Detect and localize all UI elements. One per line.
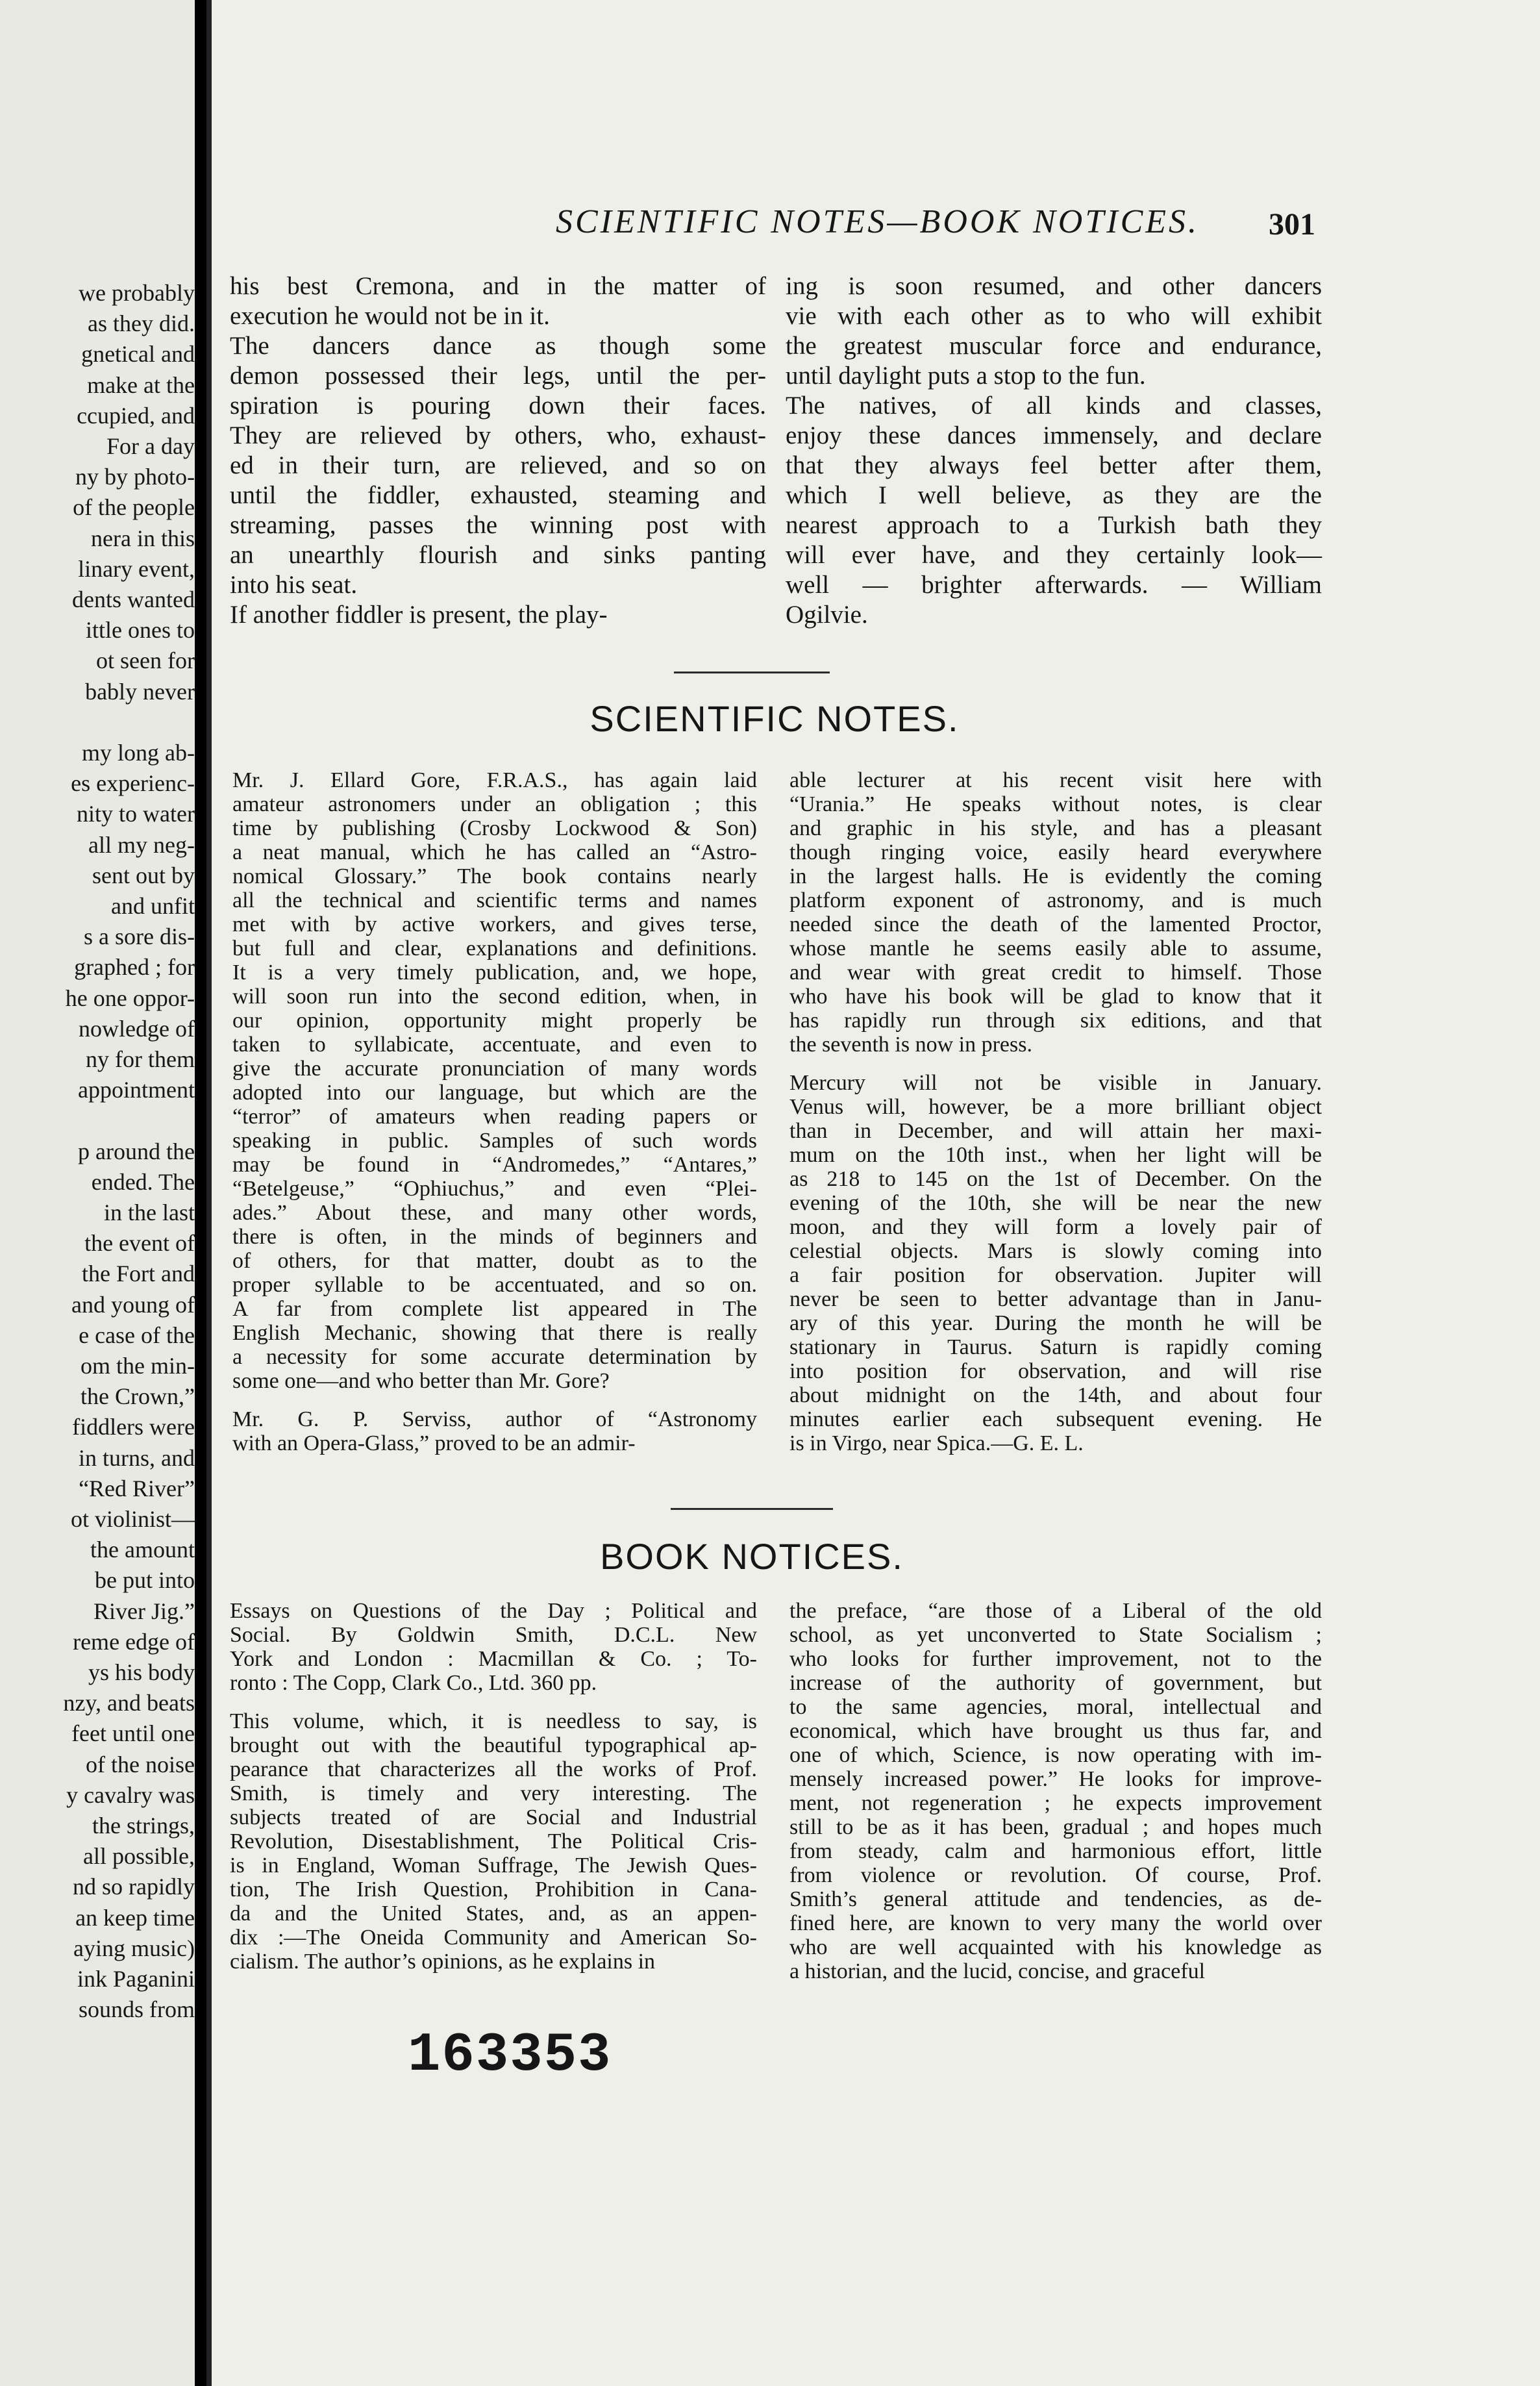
text-line: fined here, are known to very many the world over xyxy=(789,1911,1322,1935)
text-line: time by publishing (Crosby Lockwood & Son) xyxy=(232,816,757,840)
text-line: They are relieved by others, who, exhaust- xyxy=(230,421,766,449)
facing-page-line: in the last xyxy=(104,1199,195,1225)
facing-page-line: nowledge of xyxy=(79,1015,195,1042)
text-line: the greatest muscular force and endurance, xyxy=(786,332,1322,360)
facing-page-line: nzy, and beats xyxy=(63,1690,195,1716)
text-line: economical, which have brought us thus far, and xyxy=(789,1719,1322,1743)
text-line: about midnight on the 14th, and about four xyxy=(789,1383,1322,1407)
facing-page-line: of the people xyxy=(73,494,195,521)
text-line: Smith’s general attitude and tendencies, as de- xyxy=(789,1887,1322,1911)
text-line: increase of the authority of government, but xyxy=(789,1671,1322,1695)
text-line: nomical Glossary.” The book contains nearly xyxy=(232,864,757,888)
facing-page-line: appointment xyxy=(78,1077,195,1103)
facing-page-line: ny by photo- xyxy=(75,464,195,490)
text-line: school, as yet unconverted to State Socialism ; xyxy=(789,1623,1322,1647)
text-line: than in December, and will attain her maxi- xyxy=(789,1119,1322,1143)
text-line: ment, not regeneration ; he expects improvement xyxy=(789,1791,1322,1815)
facing-page-line: River Jig.” xyxy=(93,1598,195,1624)
facing-page-edge xyxy=(0,0,195,2386)
facing-page-line: e case of the xyxy=(79,1322,195,1348)
scientific-notes-title: SCIENTIFIC NOTES. xyxy=(590,698,960,739)
facing-page-line: s a sore dis- xyxy=(84,923,195,950)
text-line: one of which, Science, is now operating with im- xyxy=(789,1743,1322,1767)
facing-page-line: dents wanted xyxy=(72,586,195,612)
text-line: into position for observation, and will rise xyxy=(789,1359,1322,1383)
text-line: still to be as it has been, gradual ; and hopes much xyxy=(789,1815,1322,1839)
facing-page-line: as they did. xyxy=(88,310,195,337)
text-line: with an Opera-Glass,” proved to be an admir- xyxy=(232,1431,636,1455)
scientific-notes-right-column xyxy=(789,768,1322,1455)
facing-page-line: es experienc- xyxy=(71,770,195,797)
facing-page-line: in turns, and xyxy=(79,1444,195,1471)
book-notices-right-column xyxy=(789,1599,1322,1983)
accession-stamp: 163353 xyxy=(408,2025,612,2087)
text-line xyxy=(230,1695,757,1709)
facing-page-line: make at the xyxy=(87,371,195,398)
text-line: moon, and they will form a lovely pair of xyxy=(789,1215,1322,1239)
text-line: the preface, “are those of a Liberal of the old xyxy=(789,1599,1322,1623)
facing-page-line: he one oppor- xyxy=(65,985,195,1011)
text-line: da and the United States, and, as an appen- xyxy=(230,1902,757,1926)
text-line: “Urania.” He speaks without notes, is clear xyxy=(789,792,1322,816)
facing-page-line: we probably xyxy=(79,280,195,306)
facing-page-line: the event of xyxy=(84,1230,195,1257)
text-line: If another fiddler is present, the play- xyxy=(230,601,608,629)
text-line: mensely increased power.” He looks for improve- xyxy=(789,1767,1322,1791)
text-line: nearest approach to a Turkish bath they xyxy=(786,511,1322,539)
text-line: though ringing voice, easily heard everywhere xyxy=(789,840,1322,864)
text-line: some one—and who better than Mr. Gore? xyxy=(232,1369,610,1393)
facing-page-line: graphed ; for xyxy=(74,954,195,981)
text-line: that they always feel better after them, xyxy=(786,451,1322,479)
text-line: an unearthly flourish and sinks panting xyxy=(230,541,766,569)
text-line: celestial objects. Mars is slowly coming into xyxy=(789,1239,1322,1263)
text-line: to the same agencies, moral, intellectual and xyxy=(789,1695,1322,1719)
text-line: proper syllable to be accentuated, and so on. xyxy=(232,1273,757,1297)
text-line: Mr. J. Ellard Gore, F.R.A.S., has again laid xyxy=(232,768,757,792)
text-line: until the fiddler, exhausted, steaming and xyxy=(230,481,766,509)
facing-page-line: y cavalry was xyxy=(66,1781,195,1808)
facing-page-line: the amount xyxy=(90,1537,195,1563)
text-line: A far from complete list appeared in The xyxy=(232,1297,757,1321)
facing-page-line: fiddlers were xyxy=(72,1414,195,1440)
text-line: pearance that characterizes all the works of Prof. xyxy=(230,1757,757,1781)
text-line: Smith, is timely and very interesting. The xyxy=(230,1781,757,1805)
text-line: cialism. The author’s opinions, as he explains in xyxy=(230,1950,656,1974)
text-line: his best Cremona, and in the matter of xyxy=(230,272,766,300)
facing-page-line: nd so rapidly xyxy=(73,1874,195,1900)
text-line: Ogilvie. xyxy=(786,601,868,629)
text-line: “Betelgeuse,” “Ophiuchus,” and even “Plei- xyxy=(232,1177,757,1201)
text-line: Mr. G. P. Serviss, author of “Astronomy xyxy=(232,1407,757,1431)
text-line: a historian, and the lucid, concise, and graceful xyxy=(789,1959,1206,1983)
text-line: a neat manual, which he has called an “Astro- xyxy=(232,840,757,864)
text-line: Mercury will not be visible in January. xyxy=(789,1071,1322,1095)
facing-page-line: For a day xyxy=(106,433,195,459)
scientific-notes-left-column xyxy=(232,768,757,1455)
text-line: from steady, calm and harmonious effort, little xyxy=(789,1839,1322,1863)
facing-page-line: and young of xyxy=(71,1291,195,1318)
facing-page-line: sounds from xyxy=(79,1996,195,2023)
facing-page-line: nera in this xyxy=(91,525,195,551)
text-line: dix :—The Oneida Community and American So- xyxy=(230,1926,757,1950)
facing-page-line: all my neg- xyxy=(88,831,195,858)
text-line: evening of the 10th, she will be near the new xyxy=(789,1191,1322,1215)
text-line: This volume, which, it is needless to say, is xyxy=(230,1709,757,1733)
text-line: execution he would not be in it. xyxy=(230,302,550,330)
text-line: needed since the death of the lamented Proctor, xyxy=(789,912,1322,936)
text-line: demon possessed their legs, until the per- xyxy=(230,362,766,390)
text-line: has rapidly run through six editions, and that xyxy=(789,1009,1322,1033)
text-line xyxy=(232,1393,757,1407)
text-line: never be seen to better advantage than in Janu- xyxy=(789,1287,1322,1311)
facing-page-line: ot violinist— xyxy=(70,1506,195,1532)
running-header: SCIENTIFIC NOTES—BOOK NOTICES. xyxy=(555,203,1200,240)
text-line: The natives, of all kinds and classes, xyxy=(786,392,1322,420)
text-line: vie with each other as to who will exhibit xyxy=(786,302,1322,330)
section-divider xyxy=(674,672,830,673)
text-line: It is a very timely publication, and, we hope, xyxy=(232,961,757,985)
text-line: a fair position for observation. Jupiter will xyxy=(789,1263,1322,1287)
facing-page-line: ink Paganini xyxy=(77,1966,195,1992)
text-line: able lecturer at his recent visit here with xyxy=(789,768,1322,792)
text-line: and wear with great credit to himself. Those xyxy=(789,961,1322,985)
text-line: from violence or revolution. Of course, Prof. xyxy=(789,1863,1322,1887)
facing-page-line: reme edge of xyxy=(73,1628,195,1655)
text-line: ed in their turn, are relieved, and so on xyxy=(230,451,766,479)
text-line: will soon run into the second edition, when, in xyxy=(232,985,757,1009)
facing-page-line: ys his body xyxy=(88,1659,195,1685)
text-line: of others, for that matter, doubt as to the xyxy=(232,1249,757,1273)
text-line: as 218 to 145 on the 1st of December. On the xyxy=(789,1167,1322,1191)
facing-page-line: linary event, xyxy=(78,555,195,582)
text-line: all the technical and scientific terms and names xyxy=(232,888,757,912)
facing-page-line: the Crown,” xyxy=(81,1383,195,1410)
facing-page-line: aying music) xyxy=(73,1935,195,1961)
article-continuation-right xyxy=(786,271,1322,630)
text-line: there is often, in the minds of beginners and xyxy=(232,1225,757,1249)
text-line: Revolution, Disestablishment, The Political Cris- xyxy=(230,1829,757,1853)
facing-page-line: p around the xyxy=(78,1138,195,1164)
text-line: speaking in public. Samples of such words xyxy=(232,1129,757,1153)
text-line: the seventh is now in press. xyxy=(789,1033,1032,1057)
facing-page-line: “Red River” xyxy=(79,1475,195,1501)
text-line: met with by active workers, and gives terse, xyxy=(232,912,757,936)
facing-page-line: sent out by xyxy=(92,862,195,888)
text-line: subjects treated of are Social and Industrial xyxy=(230,1805,757,1829)
text-line: is in England, Woman Suffrage, The Jewish Ques- xyxy=(230,1853,757,1877)
facing-page-line: an keep time xyxy=(75,1904,195,1931)
facing-page-line: feet until one xyxy=(71,1720,195,1747)
text-line: is in Virgo, near Spica.—G. E. L. xyxy=(789,1431,1084,1455)
text-line: Venus will, however, be a more brilliant object xyxy=(789,1095,1322,1119)
facing-page-line: all possible, xyxy=(83,1843,195,1870)
text-line: will ever have, and they certainly look— xyxy=(786,541,1322,569)
text-line: tion, The Irish Question, Prohibition in Cana- xyxy=(230,1877,757,1902)
text-line: in the largest halls. He is evidently the coming xyxy=(789,864,1322,888)
text-line: “terror” of amateurs when reading papers or xyxy=(232,1105,757,1129)
facing-page-line: ot seen for xyxy=(96,647,195,674)
book-notices-title: BOOK NOTICES. xyxy=(600,1536,904,1577)
text-line: ary of this year. During the month he will be xyxy=(789,1311,1322,1335)
facing-page-line: bably never xyxy=(85,678,195,705)
facing-page-line: ccupied, and xyxy=(77,402,195,429)
text-line xyxy=(789,1057,1322,1071)
facing-page-line: ny for them xyxy=(86,1046,195,1072)
facing-page-line: my long ab- xyxy=(82,740,195,766)
facing-page-line: ended. The xyxy=(91,1168,195,1195)
facing-page-line: the strings, xyxy=(92,1813,195,1839)
text-line: until daylight puts a stop to the fun. xyxy=(786,362,1146,390)
section-divider xyxy=(671,1508,833,1510)
facing-page-line: the Fort and xyxy=(82,1261,195,1287)
text-line: a necessity for some accurate determination by xyxy=(232,1345,757,1369)
facing-page-line: gnetical and xyxy=(81,341,195,368)
text-line: who are well acquainted with his knowledge as xyxy=(789,1935,1322,1959)
book-notices-left-column xyxy=(230,1599,757,1974)
facing-page-line: nity to water xyxy=(77,801,195,827)
text-line: whose mantle he seems easily able to assume, xyxy=(789,936,1322,961)
text-line: ronto : The Copp, Clark Co., Ltd. 360 pp. xyxy=(230,1671,597,1695)
text-line: taken to syllabicate, accentuate, and even to xyxy=(232,1033,757,1057)
text-line: amateur astronomers under an obligation ; this xyxy=(232,792,757,816)
text-line: Social. By Goldwin Smith, D.C.L. New xyxy=(230,1623,757,1647)
text-line: which I well believe, as they are the xyxy=(786,481,1322,509)
article-continuation-left xyxy=(230,271,766,630)
text-line: who looks for further improvement, not to the xyxy=(789,1647,1322,1671)
text-line: stationary in Taurus. Saturn is rapidly coming xyxy=(789,1335,1322,1359)
text-line: adopted into our language, but which are the xyxy=(232,1081,757,1105)
text-line: The dancers dance as though some xyxy=(230,332,766,360)
gutter-shadow xyxy=(206,0,212,2386)
facing-page-line: be put into xyxy=(95,1567,195,1594)
text-line: into his seat. xyxy=(230,571,358,599)
text-line: enjoy these dances immensely, and declare xyxy=(786,421,1322,449)
text-line: minutes earlier each subsequent evening. He xyxy=(789,1407,1322,1431)
text-line: our opinion, opportunity might properly be xyxy=(232,1009,757,1033)
text-line: who have his book will be glad to know that it xyxy=(789,985,1322,1009)
text-line: ades.” About these, and many other words, xyxy=(232,1201,757,1225)
text-line: and graphic in his style, and has a pleasant xyxy=(789,816,1322,840)
facing-page-line: of the noise xyxy=(86,1751,195,1777)
text-line: streaming, passes the winning post with xyxy=(230,511,766,539)
text-line: English Mechanic, showing that there is really xyxy=(232,1321,757,1345)
page-number: 301 xyxy=(1269,207,1315,242)
text-line: well — brighter afterwards. — William xyxy=(786,571,1322,599)
text-line: give the accurate pronunciation of many words xyxy=(232,1057,757,1081)
text-line: York and London : Macmillan & Co. ; To- xyxy=(230,1647,757,1671)
text-line: mum on the 10th inst., when her light will be xyxy=(789,1143,1322,1167)
text-line: spiration is pouring down their faces. xyxy=(230,392,766,420)
text-line: but full and clear, explanations and definitions. xyxy=(232,936,757,961)
text-line: may be found in “Andromedes,” “Antares,” xyxy=(232,1153,757,1177)
facing-page-line: ittle ones to xyxy=(86,617,195,644)
text-line: ing is soon resumed, and other dancers xyxy=(786,272,1322,300)
facing-page-line: and unfit xyxy=(111,893,195,919)
text-line: platform exponent of astronomy, and is much xyxy=(789,888,1322,912)
document-page xyxy=(206,0,1540,2386)
facing-page-line: om the min- xyxy=(81,1353,195,1379)
text-line: brought out with the beautiful typographical ap- xyxy=(230,1733,757,1757)
text-line: Essays on Questions of the Day ; Political and xyxy=(230,1599,757,1623)
